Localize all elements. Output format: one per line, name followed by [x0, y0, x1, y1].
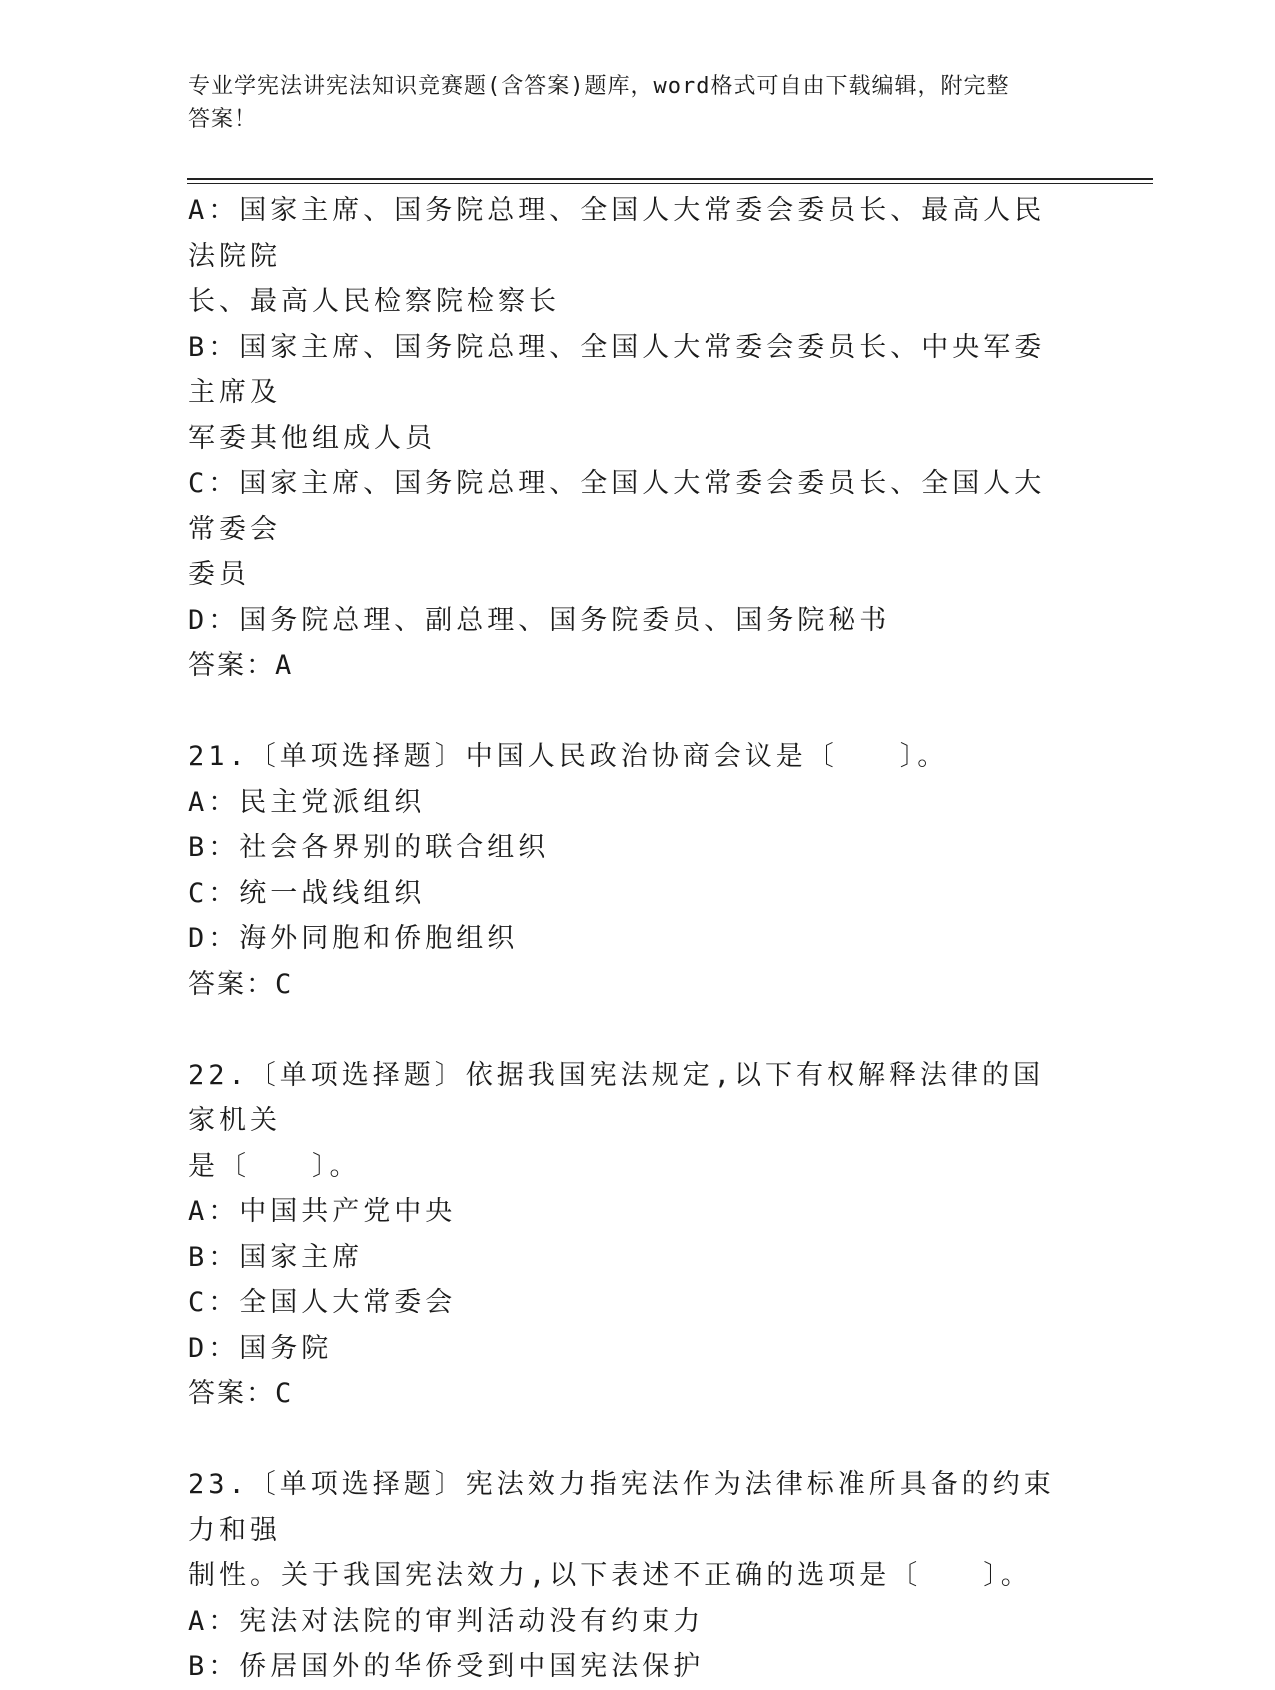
header-rule-thick	[187, 178, 1153, 180]
option-d: D：国务院总理、副总理、国务院委员、国务院秘书	[188, 604, 891, 636]
question-stem-line-2: 制性。关于我国宪法效力,以下表述不正确的选项是〔 〕。	[188, 1560, 1032, 1591]
document-body	[188, 188, 1068, 1690]
question-22	[188, 1053, 1068, 1417]
option-a: A：中国共产党中央	[188, 1196, 457, 1227]
spacer	[188, 689, 1068, 735]
option-c-line-2: 委员	[188, 559, 250, 590]
header-line-1: 专业学宪法讲宪法知识竞赛题(含答案)题库，word格式可自由下载编辑，附完整	[188, 74, 1010, 99]
option-a-line-1: A：国家主席、国务院总理、全国人大常委会委员长、最高人民法院院	[188, 195, 1046, 272]
question-stem-line-1: 23.〔单项选择题〕宪法效力指宪法作为法律标准所具备的约束力和强	[188, 1469, 1055, 1546]
option-c: C：统一战线组织	[188, 877, 426, 909]
spacer	[188, 1417, 1068, 1463]
option-b: B：侨居国外的华侨受到中国宪法保护	[188, 1651, 705, 1682]
answer: 答案：C	[188, 1378, 294, 1409]
option-c: C：全国人大常委会	[188, 1287, 457, 1318]
spacer	[188, 1007, 1068, 1053]
document-header	[188, 70, 1068, 136]
option-b-line-1: B：国家主席、国务院总理、全国人大常委会委员长、中央军委主席及	[188, 331, 1046, 408]
question-23	[188, 1462, 1068, 1690]
option-c-line-1: C：国家主席、国务院总理、全国人大常委会委员长、全国人大常委会	[188, 468, 1046, 545]
question-stem: 21.〔单项选择题〕中国人民政治协商会议是〔 〕。	[188, 741, 949, 772]
option-a: A：民主党派组织	[188, 786, 426, 818]
option-d: D：国务院	[188, 1332, 333, 1364]
header-line-2: 答案！	[188, 107, 258, 132]
option-a: A：宪法对法院的审判活动没有约束力	[188, 1605, 705, 1637]
answer: 答案：C	[188, 968, 294, 1000]
option-b: B：社会各界别的联合组织	[188, 832, 550, 863]
answer: 答案：A	[188, 650, 294, 681]
option-d: D：海外同胞和侨胞组织	[188, 923, 519, 954]
question-stem-line-1: 22.〔单项选择题〕依据我国宪法规定,以下有权解释法律的国家机关	[188, 1059, 1045, 1136]
question-20-options	[188, 188, 1068, 689]
option-b-line-2: 军委其他组成人员	[188, 422, 436, 454]
question-stem-line-2: 是〔 〕。	[188, 1150, 361, 1182]
option-b: B：国家主席	[188, 1241, 364, 1273]
question-21	[188, 734, 1068, 1007]
header-rule-thin	[187, 183, 1153, 184]
option-a-line-2: 长、最高人民检察院检察长	[188, 286, 560, 317]
